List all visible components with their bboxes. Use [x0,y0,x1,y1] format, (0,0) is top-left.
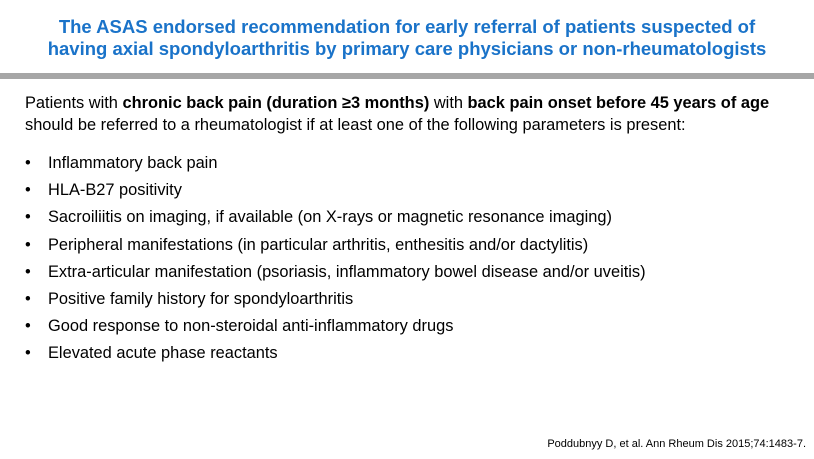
list-item-text: Peripheral manifestations (in particular arthritis, enthesitis and/or dactylitis) [48,235,589,254]
list-item-text: Positive family history for spondyloarthritis [48,289,354,308]
referral-criteria-list [0,152,814,370]
intro-emphasis-duration: chronic back pain (duration ≥3 months) [122,94,430,112]
intro-emphasis-onset: back pain onset before 45 years of age [467,94,770,112]
intro-text-3: should be referred to a rheumatologist if at least one of the following parameters is present: [25,116,686,134]
list-item [0,261,814,288]
list-item [0,234,814,261]
list-item [0,342,814,369]
list-item-text: HLA-B27 positivity [48,181,182,200]
title-divider [0,73,814,79]
intro-paragraph [25,92,795,136]
list-item-text: Sacroiliitis on imaging, if available (on X-rays or magnetic resonance imaging) [48,208,612,227]
slide-title-line-2: having axial spondyloarthritis by primary care physicians or non-rheumatologists [47,38,767,59]
bullet-icon: • [25,154,31,172]
list-item [0,288,814,315]
list-item [0,179,814,206]
list-item-text: Good response to non-steroidal anti-inflammatory drugs [48,317,454,336]
bullet-icon: • [25,289,31,308]
citation: Poddubnyy D, et al. Ann Rheum Dis 2015;74:1483-7. [547,438,806,450]
list-item [0,152,814,179]
list-item-text: Extra-articular manifestation (psoriasis, inflammatory bowel disease and/or uveitis) [48,262,646,281]
intro-text-2: with [429,94,468,112]
list-item-text: Elevated acute phase reactants [48,344,278,363]
list-item [0,206,814,233]
intro-text-1: Patients with [25,94,123,112]
list-item [0,315,814,342]
bullet-icon: • [25,208,31,227]
bullet-icon: • [25,317,31,336]
bullet-icon: • [25,235,31,254]
bullet-icon: • [25,262,31,281]
slide-title-line-1: The ASAS endorsed recommendation for early referral of patients suspected of [58,16,756,37]
slide-title [0,16,814,60]
list-item-text: Inflammatory back pain [48,154,218,172]
bullet-icon: • [25,181,31,200]
bullet-icon: • [25,344,31,363]
